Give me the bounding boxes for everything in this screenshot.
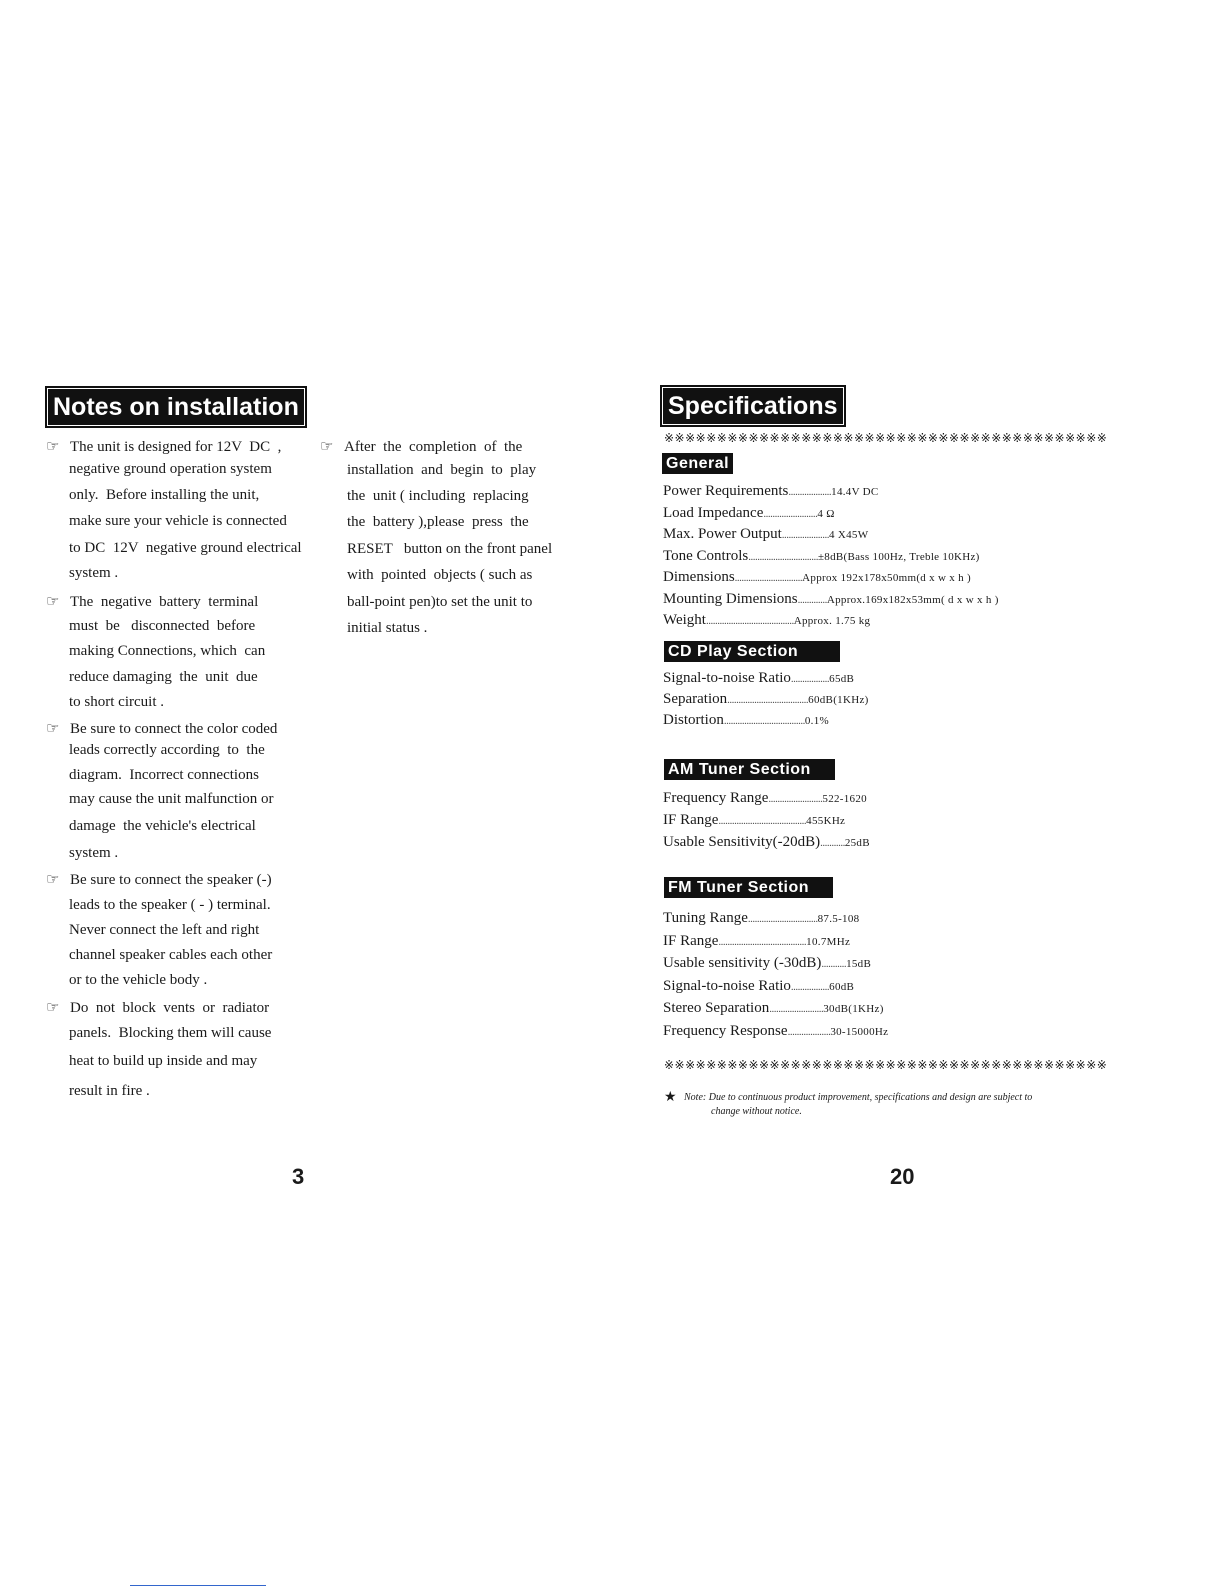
spec-val: 455KHz — [806, 815, 846, 827]
note-line — [69, 565, 118, 582]
spec-row — [663, 691, 869, 708]
note-line — [347, 541, 552, 558]
star-divider-top: ※※※※※※※※※※※※※※※※※※※※※※※※※※※※※※※※※※※※※※※※※※ — [664, 431, 1108, 445]
pointing-hand-icon: ☞ — [46, 439, 60, 455]
spec-dots: ................. — [790, 673, 830, 685]
specifications-banner: Specifications — [660, 385, 846, 427]
spec-row — [663, 483, 879, 500]
note-line — [320, 437, 522, 456]
spec-dots: ............................... — [747, 913, 818, 925]
spec-label: Dimensions — [663, 569, 735, 585]
spec-val: 15dB — [846, 958, 872, 970]
spec-row — [663, 591, 999, 608]
spec-val: 0.1% — [804, 715, 829, 727]
spec-label: IF Range — [663, 812, 719, 828]
pointing-hand-icon: ☞ — [46, 721, 60, 737]
spec-val: 25dB — [844, 837, 870, 849]
note-line-2: change without notice. — [711, 1106, 802, 1117]
note-text: Be sure to connect the color coded — [70, 721, 278, 737]
note-text: result in fire . — [69, 1083, 150, 1099]
spec-label: Stereo Separation — [663, 1000, 770, 1016]
note-line — [347, 462, 536, 479]
spec-label: Tone Controls — [663, 547, 749, 564]
spec-label: Signal-to-noise Ratio — [663, 670, 791, 686]
fm-section-heading: FM Tuner Section — [663, 876, 834, 899]
spec-row — [663, 712, 829, 729]
spec-dots: ....................................... — [718, 935, 807, 948]
spec-val: 4 Ω — [817, 507, 835, 520]
spec-dots: ........................ — [768, 793, 823, 805]
note-line — [69, 540, 302, 557]
spec-label: Usable sensitivity (-30dB) — [663, 955, 822, 971]
page-number-left: 3 — [292, 1164, 305, 1189]
note-line — [69, 513, 287, 530]
notes-banner: Notes on installation — [45, 386, 307, 428]
note-line — [69, 845, 118, 862]
spec-val: 522-1620 — [822, 793, 867, 805]
spec-dots: ................. — [790, 980, 830, 993]
note-line — [69, 1083, 150, 1100]
spec-dots: ........................ — [763, 507, 818, 520]
spec-row — [663, 910, 859, 927]
note-line — [347, 567, 532, 584]
note-text: the unit ( including replacing — [347, 488, 529, 504]
note-text: leads correctly according to the — [69, 742, 265, 758]
note-line — [69, 791, 274, 808]
note-line — [347, 620, 427, 637]
spec-val: 4 X45W — [829, 529, 869, 541]
spec-row — [663, 1000, 884, 1017]
spec-val: 10.7MHz — [806, 935, 851, 948]
spec-dots: ................... — [788, 486, 832, 498]
note-line — [46, 870, 272, 889]
note-text: installation and begin to play — [347, 462, 537, 478]
spec-dots: ........... — [821, 958, 847, 970]
note-text: making Connections, which can — [69, 643, 266, 659]
note-text: to short circuit . — [69, 694, 164, 710]
spec-dots: ............. — [797, 593, 827, 606]
spec-val: Approx. 1.75 kg — [793, 615, 871, 627]
pointing-hand-icon: ☞ — [46, 872, 60, 888]
note-text: to DC 12V negative ground electrical — [69, 540, 302, 556]
note-line — [69, 1025, 271, 1042]
note-text: heat to build up inside and may — [69, 1053, 258, 1069]
spec-row — [663, 569, 971, 586]
spec-val: 14.4V DC — [831, 486, 879, 498]
spec-dots: ................... — [787, 1025, 831, 1038]
spec-label: Power Requirements — [663, 483, 789, 499]
note-text: The unit is designed for 12V DC , — [70, 439, 282, 455]
note-line — [69, 767, 259, 784]
spec-dots: ........................ — [769, 1003, 824, 1015]
spec-row — [663, 933, 850, 950]
note-line — [69, 742, 265, 759]
note-text: leads to the speaker ( - ) terminal. — [69, 897, 271, 913]
note-text: ball-point pen)to set the unit to — [347, 594, 533, 610]
note-text: may cause the unit malfunction or — [69, 791, 274, 807]
spec-val: 60dB — [829, 980, 855, 993]
note-text: RESET button on the front panel — [347, 541, 553, 557]
spec-val: 30-15000Hz — [830, 1025, 889, 1038]
spec-row — [663, 505, 835, 522]
pointing-hand-icon: ☞ — [320, 439, 334, 455]
note-text: with pointed objects ( such as — [347, 567, 533, 583]
note-text: damage the vehicle's electrical — [69, 818, 256, 834]
note-line — [46, 592, 258, 611]
note-line — [69, 669, 258, 686]
spec-dots: ............................... — [748, 550, 818, 563]
spec-row — [663, 834, 870, 851]
spec-row — [663, 548, 980, 565]
spec-row — [663, 978, 854, 995]
spec-row — [663, 612, 870, 629]
note-text: panels. Blocking them will cause — [69, 1025, 272, 1041]
spec-val: 65dB — [829, 673, 855, 685]
spec-dots: ....................................... — [705, 615, 794, 627]
spec-label: Separation — [663, 691, 728, 707]
note-text: the battery ),please press the — [347, 514, 529, 530]
spec-label: Weight — [663, 612, 706, 628]
spec-label: Max. Power Output — [663, 526, 782, 542]
spec-label: Mounting Dimensions — [663, 590, 798, 607]
spec-dots: .................................... — [727, 694, 809, 706]
note-line — [69, 461, 272, 478]
note-text: reduce damaging the unit due — [69, 669, 258, 685]
note-text: system . — [69, 845, 119, 861]
note-text: Be sure to connect the speaker (-) — [70, 872, 272, 888]
note-star-icon: ★ — [664, 1090, 677, 1105]
am-section-heading: AM Tuner Section — [663, 758, 836, 781]
note-text: system . — [69, 565, 119, 581]
note-line-1: Note: Due to continuous product improvement, specifications and design are subject to — [684, 1092, 1033, 1103]
note-text: or to the vehicle body . — [69, 972, 208, 988]
note-text: must be disconnected before — [69, 618, 256, 634]
star-divider-bottom: ※※※※※※※※※※※※※※※※※※※※※※※※※※※※※※※※※※※※※※※※※※ — [664, 1058, 1108, 1072]
note-text: make sure your vehicle is connected — [69, 513, 287, 529]
note-line — [347, 514, 529, 531]
spec-label: Frequency Range — [663, 790, 769, 806]
general-heading: General — [661, 452, 734, 475]
note-line — [347, 488, 529, 505]
spec-val: 60dB(1KHz) — [808, 694, 869, 706]
note-line — [69, 947, 272, 964]
spec-label: Usable Sensitivity(-20dB) — [663, 834, 821, 850]
note-text: negative ground operation system — [69, 461, 272, 477]
note-line — [46, 998, 269, 1017]
note-line — [69, 897, 271, 914]
pointing-hand-icon: ☞ — [46, 1000, 60, 1016]
spec-dots: .............................. — [734, 572, 803, 584]
spec-label: Load Impedance — [663, 504, 764, 521]
spec-dots: ..................... — [781, 529, 829, 541]
note-text: initial status . — [347, 620, 428, 636]
spec-val: 30dB(1KHz) — [823, 1003, 884, 1015]
note-line — [69, 618, 255, 635]
spec-row — [663, 955, 871, 972]
spec-label: Signal-to-noise Ratio — [663, 977, 791, 994]
note-text: Do not block vents or radiator — [70, 1000, 270, 1016]
note-line — [69, 972, 207, 989]
spec-dots: .................................... — [723, 715, 805, 727]
note-line — [69, 643, 265, 660]
spec-row — [663, 1023, 888, 1040]
note-line — [46, 437, 281, 456]
spec-val: 87.5-108 — [817, 913, 860, 925]
spec-val: Approx.169x182x53mm( d x w x h ) — [826, 593, 999, 606]
spec-label: Distortion — [663, 712, 724, 728]
note-text: The negative battery terminal — [70, 594, 259, 610]
note-text: channel speaker cables each other — [69, 947, 273, 963]
spec-row — [663, 526, 868, 543]
note-text: Never connect the left and right — [69, 922, 260, 938]
spec-label: Frequency Response — [663, 1022, 788, 1039]
spec-row — [663, 670, 854, 687]
note-text: diagram. Incorrect connections — [69, 767, 259, 783]
note-line — [347, 594, 532, 611]
pointing-hand-icon: ☞ — [46, 594, 60, 610]
note-line — [69, 694, 164, 711]
page-number-right: 20 — [890, 1164, 915, 1189]
note-line — [69, 922, 259, 939]
spec-row — [663, 790, 867, 807]
spec-label: IF Range — [663, 932, 719, 949]
spec-dots: ....................................... — [718, 815, 807, 827]
spec-label: Tuning Range — [663, 910, 748, 926]
note-line — [69, 818, 256, 835]
cd-section-heading: CD Play Section — [663, 640, 841, 663]
note-line — [46, 719, 277, 738]
note-line — [69, 487, 259, 504]
note-line — [69, 1053, 257, 1070]
spec-val: ±8dB(Bass 100Hz, Treble 10KHz) — [817, 550, 980, 563]
spec-dots: ........... — [820, 837, 845, 849]
note-text: After the completion of the — [344, 439, 523, 455]
spec-val: Approx 192x178x50mm(d x w x h ) — [802, 572, 971, 584]
note-text: only. Before installing the unit, — [69, 487, 260, 503]
spec-row — [663, 812, 845, 829]
